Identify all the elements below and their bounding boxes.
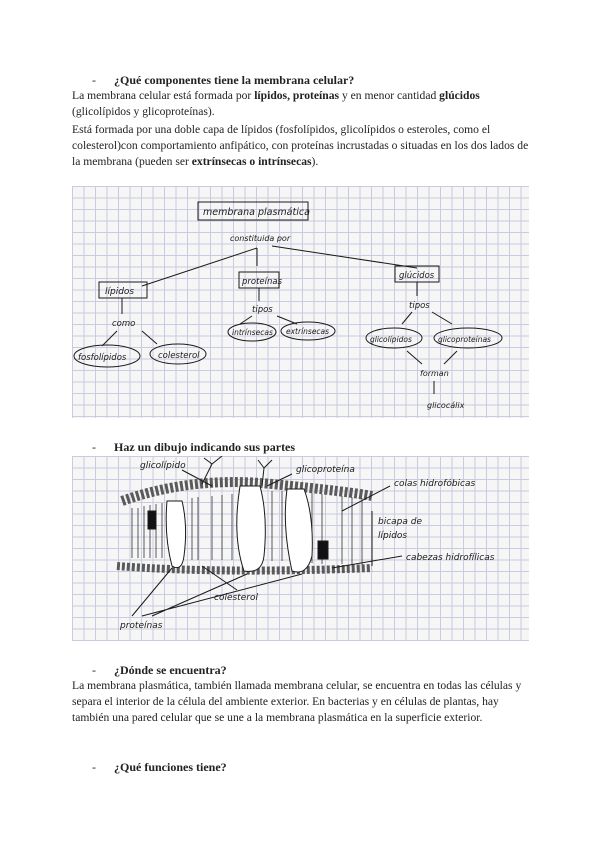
- protein-2: [237, 486, 266, 571]
- protein-1: [166, 501, 185, 568]
- glicoproteinas-label: glicoproteínas: [438, 335, 491, 344]
- arrow-fosfolipidos: [102, 331, 117, 346]
- line-glicolipidos-forman: [407, 351, 422, 364]
- paragraph-location: La membrana plasmática, también llamada membrana celular, se encuentra en todas las células y separa el interior de la célula del ambiente exterior. En bacterias y en células de plantas, hay también una pared celular que se une a la membrana plasmática en la superficie exterior.: [72, 679, 522, 724]
- proteinas-link-label: tipos: [252, 305, 273, 315]
- bullet-dash: -: [92, 440, 96, 454]
- glucidos-link-label: tipos: [409, 301, 430, 311]
- line-glicoproteinas-forman: [444, 351, 457, 364]
- label-cabezas: cabezas hidrofílicas: [406, 553, 495, 563]
- label-bicapa-2: lípidos: [378, 531, 408, 541]
- glicolipidos-label: glicolípidos: [370, 335, 412, 344]
- label-bicapa-1: bicapa de: [378, 517, 423, 527]
- pointer-proteinas: [132, 568, 302, 616]
- membrane-drawing-image: [72, 456, 529, 641]
- glucidos-label: glúcidos: [399, 271, 435, 281]
- arrow-glicoproteinas: [432, 312, 452, 324]
- dark-protein-right: [318, 541, 328, 559]
- concept-map-image: [72, 186, 529, 418]
- root-label: membrana plasmática: [203, 207, 310, 218]
- pointer-colas: [342, 486, 390, 511]
- bullet-dash: -: [92, 663, 96, 677]
- intrinsecas-label: intrínsecas: [232, 328, 273, 337]
- arrow-to-lipidos: [142, 248, 257, 286]
- extrinsecas-label: extrínsecas: [286, 327, 330, 336]
- label-proteinas: proteínas: [120, 621, 163, 631]
- section-heading-functions: - ¿Qué funciones tiene?: [92, 760, 227, 774]
- paragraph-structure: Está formada por una doble capa de lípidos (fosfolípidos, glicolípidos o esteroles, como el colesterol)con comportamiento anfipático, con proteínas incrustadas o situadas en los dos lados de la membrana (pueden ser extrínsecas o intrínsecas).: [72, 123, 529, 168]
- glucidos-link2-label: forman: [420, 369, 449, 378]
- dark-protein-left: [148, 511, 156, 529]
- label-colas: colas hidrofóbicas: [394, 479, 476, 489]
- label-colesterol: colesterol: [214, 593, 258, 603]
- membrane-drawing: [72, 456, 529, 641]
- lipidos-label: lípidos: [105, 287, 135, 297]
- paragraph-components: La membrana celular está formada por lípidos, proteínas y en menor cantidad glúcidos (glicolípidos y glicoproteínas).: [72, 89, 480, 118]
- bullet-dash: -: [92, 760, 96, 774]
- proteinas-label: proteínas: [242, 277, 283, 287]
- label-glicoproteina: glicoproteína: [296, 465, 355, 475]
- arrow-colesterol: [142, 331, 157, 344]
- concept-map-drawing: [72, 186, 529, 418]
- bullet-dash: -: [92, 73, 96, 87]
- label-glicolipido: glicolípido: [140, 461, 186, 471]
- section-heading-drawing: - Haz un dibujo indicando sus partes: [92, 440, 296, 454]
- glicocalix-label: glicocálix: [427, 401, 465, 410]
- root-link-label: constituida por: [230, 234, 291, 243]
- protein-3: [285, 489, 312, 572]
- section-heading-components: - ¿Qué componentes tiene la membrana celular?: [92, 73, 355, 87]
- arrow-glicolipidos: [402, 312, 412, 324]
- lipidos-link-label: como: [112, 319, 136, 329]
- colesterol-label: colesterol: [158, 351, 200, 361]
- section-heading-location: - ¿Dónde se encuentra?: [92, 663, 227, 677]
- arrow-to-glucidos: [272, 246, 417, 268]
- fosfolipidos-label: fosfolípidos: [78, 353, 127, 363]
